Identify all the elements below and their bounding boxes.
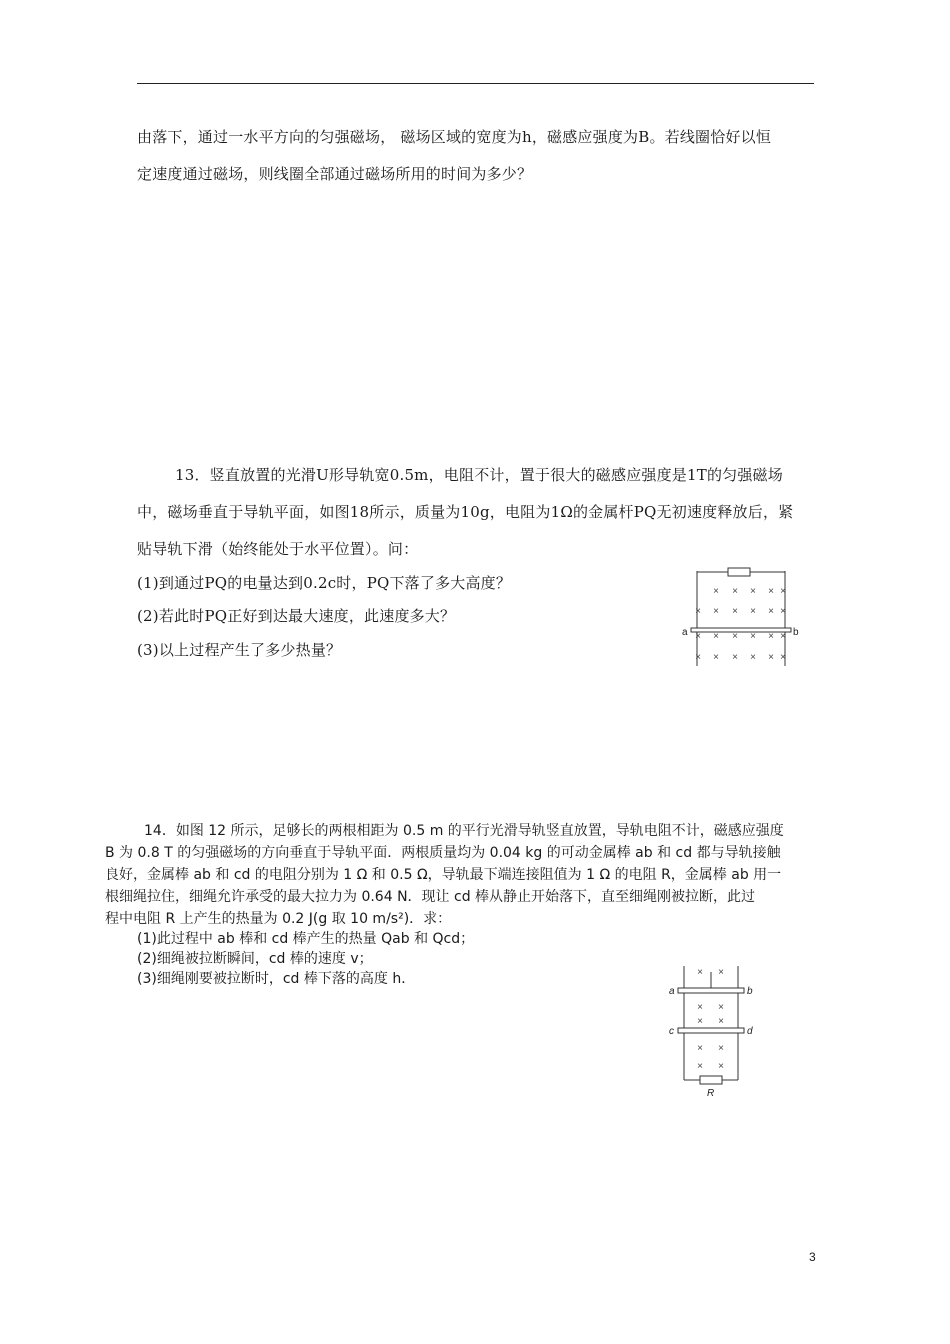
q13-figure [676,562,806,666]
q14-cross: × [697,1061,703,1072]
q14-line-1: 14．如图 12 所示，足够长的两根相距为 0.5 m 的平行光滑导轨竖直放置，导轨电阻不计，磁感应强度 [144,823,784,839]
q13-cross: × [750,606,756,617]
q13-cross: × [713,631,719,642]
q14-cross: × [718,1061,724,1072]
q14-label-b: b [747,986,753,997]
q13-cross: × [780,631,786,642]
q13-cross: × [780,586,786,597]
q14-cross: × [697,1002,703,1013]
q13-cross: × [750,652,756,663]
header-rule [137,83,814,84]
q14-rod-ab [678,988,744,993]
q13-line-1: 13．竖直放置的光滑U形导轨宽0.5m，电阻不计，置于很大的磁感应强度是1T的匀强磁场 [175,466,783,484]
q13-sub-1: (1)到通过PQ的电量达到0.2c时，PQ下落了多大高度？ [137,574,512,592]
q13-sub-3: (3)以上过程产生了多少热量？ [137,641,342,659]
q13-cross: × [750,631,756,642]
q13-sub-2: (2)若此时PQ正好到达最大速度，此速度多大？ [137,607,456,625]
q13-cross: × [732,586,738,597]
q13-cross: × [780,652,786,663]
q14-label-r: R [707,1088,715,1099]
q13-cross: × [713,606,719,617]
q14-line-4: 根细绳拉住，细绳允许承受的最大拉力为 0.64 N．现让 cd 棒从静止开始落下，直至细绳刚被拉断，此过 [105,889,756,905]
q14-sub-1: (1)此过程中 ab 棒和 cd 棒产生的热量 Qab 和 Qcd； [137,931,475,947]
q13-resistor [728,568,750,576]
q14-line-2: B 为 0.8 T 的匀强磁场的方向垂直于导轨平面．两根质量均为 0.04 kg 的可动金属棒 ab 和 cd 都与导轨接触 [105,845,781,861]
q13-cross: × [732,631,738,642]
q13-label-a: a [682,627,688,638]
q13-line-3: 贴导轨下滑（始终能处于水平位置）。问： [137,540,419,558]
q13-label-b: b [793,627,799,638]
q13-cross: × [695,606,701,617]
q13-cross: × [732,652,738,663]
q14-line-5: 程中电阻 R 上产生的热量为 0.2 J(g 取 10 m/s²)．求： [105,911,452,927]
q13-cross: × [713,652,719,663]
q14-cross: × [697,1016,703,1027]
q12-line-1: 由落下，通过一水平方向的匀强磁场， 磁场区域的宽度为h，磁感应强度为B。若线圈恰好以恒 [137,128,772,146]
q13-cross: × [750,586,756,597]
q13-cross: × [695,631,701,642]
q13-cross: × [768,631,774,642]
q14-sub-2: (2)细绳被拉断瞬间，cd 棒的速度 v； [137,951,373,967]
q14-cross: × [697,967,703,978]
q13-rod [691,628,791,632]
page-number: 3 [809,1250,816,1264]
q14-cross: × [718,1002,724,1013]
q14-line-3: 良好，金属棒 ab 和 cd 的电阻分别为 1 Ω 和 0.5 Ω，导轨最下端连接阻值为 1 Ω 的电阻 R，金属棒 ab 用一 [105,867,782,883]
q14-label-c: c [669,1026,674,1037]
q13-cross: × [713,586,719,597]
q14-label-d: d [747,1026,753,1037]
q13-cross: × [768,606,774,617]
q14-cross: × [718,1043,724,1054]
q14-sub-3: (3)细绳刚要被拉断时，cd 棒下落的高度 h． [137,971,416,987]
q14-cross: × [697,1043,703,1054]
q14-figure [664,962,764,1100]
q14-cross: × [718,1016,724,1027]
q13-cross: × [768,586,774,597]
q12-line-2: 定速度通过磁场，则线圈全部通过磁场所用的时间为多少？ [137,165,533,183]
q14-rod-cd [678,1028,744,1033]
q14-resistor [700,1076,722,1084]
q13-cross: × [768,652,774,663]
q13-cross: × [732,606,738,617]
q13-cross: × [695,652,701,663]
q14-cross: × [718,967,724,978]
q14-label-a: a [669,986,675,997]
q13-cross: × [780,606,786,617]
q13-line-2: 中，磁场垂直于导轨平面，如图18所示，质量为10g，电阻为1Ω的金属杆PQ无初速度释放后，紧 [137,503,794,521]
